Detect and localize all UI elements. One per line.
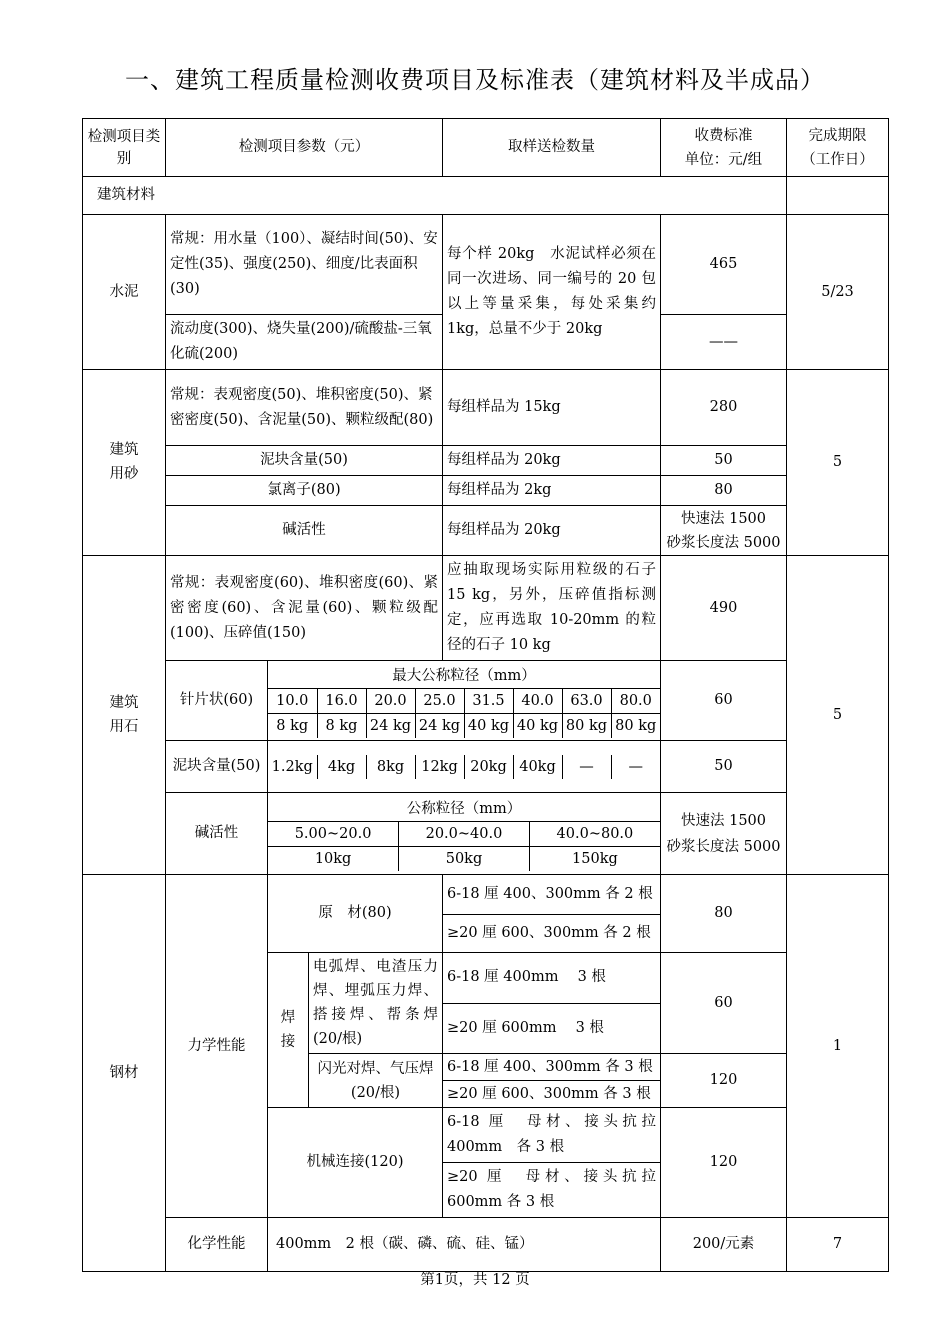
stone-sample-1: 应抽取现场实际用粒级的石子 15 kg，另外，压碎值指标测定，应再选取 10-20mm 的粒径的石子 10 kg (443, 556, 661, 661)
steel-flash: 闪光对焊、气压焊(20/根) (309, 1054, 443, 1108)
needle-size-cell (268, 661, 661, 741)
sand-fee-2: 50 (661, 446, 787, 476)
kg-cell: — (611, 755, 660, 779)
steel-arc-fee: 60 (661, 953, 787, 1054)
kg-cell: 40 kg (464, 713, 513, 738)
section-title: 建筑材料 (83, 177, 787, 215)
sand-param-1: 常规：表观密度(50)、堆积密度(50)、紧密密度(50)、含泥量(50)、颗粒级配(80) (166, 370, 443, 446)
size-cell: 40.0 (513, 688, 562, 713)
sand-fee-1: 280 (661, 370, 787, 446)
stone-param-4: 碱活性 (166, 793, 268, 875)
steel-flash-sample-2: ≥20 厘 600、300mm 各 3 根 (443, 1081, 661, 1108)
stone-row-1 (83, 556, 889, 661)
sand-param-2: 泥块含量(50) (166, 446, 443, 476)
steel-mechconn: 机械连接(120) (268, 1108, 443, 1218)
sand-param-3: 氯离子(80) (166, 476, 443, 506)
stone-row-2 (83, 661, 889, 741)
steel-mc-sample-1: 6-18 厘 母材、接头抗拉 400mm 各 3 根 (443, 1108, 661, 1163)
kg-cell: 20kg (464, 755, 513, 779)
steel-flash-fee: 120 (661, 1054, 787, 1108)
stone-fee-4 (661, 793, 787, 875)
cement-fee-1: 465 (661, 215, 787, 315)
needle-size-header: 最大公称粒径（mm） (268, 664, 660, 689)
fee-table (82, 118, 889, 1272)
size-cell: 63.0 (562, 688, 611, 713)
kg-cell: 80 kg (611, 713, 660, 738)
steel-raw: 原 材(80) (268, 875, 443, 953)
stone-fee-1: 490 (661, 556, 787, 661)
kg-cell: 10kg (268, 846, 399, 871)
sand-fee-4-mortar: 砂浆长度法 5000 (666, 534, 781, 551)
alkali-size-cell (268, 793, 661, 875)
steel-raw-fee: 80 (661, 875, 787, 953)
sand-category (83, 370, 166, 556)
steel-chem: 化学性能 (166, 1218, 268, 1272)
kg-cell: — (562, 755, 611, 779)
sand-fee-4 (661, 506, 787, 556)
kg-cell: 80 kg (562, 713, 611, 738)
stone-period: 5 (787, 556, 889, 875)
kg-cell: 40kg (513, 755, 562, 779)
sand-row-2 (83, 446, 889, 476)
kg-cell: 24 kg (366, 713, 415, 738)
header-period (787, 119, 889, 177)
cement-fee-2: —— (661, 315, 787, 370)
sand-category-text: 建筑用砂 (109, 442, 139, 482)
needle-size-header-row (268, 664, 660, 689)
stone-category (83, 556, 166, 875)
steel-weld (268, 953, 309, 1108)
size-cell: 20.0 (366, 688, 415, 713)
kg-cell: 150kg (529, 846, 660, 871)
sand-fee-3: 80 (661, 476, 787, 506)
range-cell: 5.00~20.0 (268, 821, 399, 846)
header-period-unit: （工作日） (801, 151, 874, 168)
size-cell: 31.5 (464, 688, 513, 713)
steel-mech: 力学性能 (166, 875, 268, 1218)
steel-mc-sample-2: ≥20 厘 母材、接头抗拉 600mm 各 3 根 (443, 1163, 661, 1218)
cement-period: 5/23 (787, 215, 889, 370)
header-sample: 取样送检数量 (443, 119, 661, 177)
sand-sample-4: 每组样品为 20kg (443, 506, 661, 556)
header-fee (661, 119, 787, 177)
steel-category: 钢材 (83, 875, 166, 1272)
steel-flash-sample-1: 6-18 厘 400、300mm 各 3 根 (443, 1054, 661, 1081)
page-footer: 第1页，共 12 页 (420, 1272, 530, 1288)
stone-row-3 (83, 741, 889, 793)
header-category (83, 119, 166, 177)
kg-cell: 40 kg (513, 713, 562, 738)
cement-param-1: 常规：用水量（100）、凝结时间(50)、安定性(35)、强度(250)、细度/比表面积(30) (166, 215, 443, 315)
sand-sample-1: 每组样品为 15kg (443, 370, 661, 446)
header-category-text: 检测项目类别 (87, 128, 161, 167)
sand-sample-2: 每组样品为 20kg (443, 446, 661, 476)
alkali-size-table (268, 797, 660, 871)
cement-sample: 每个样 20kg 水泥试样必须在同一次进场、同一编号的 20 包以上等量采集，每处采集约 1kg，总量不少于 20kg (443, 215, 661, 370)
sand-sample-3: 每组样品为 2kg (443, 476, 661, 506)
stone-param-3: 泥块含量(50) (166, 741, 268, 793)
kg-cell: 8kg (366, 755, 415, 779)
section-row (83, 177, 889, 215)
stone-fee-4-mortar: 砂浆长度法 5000 (666, 838, 781, 855)
steel-arc-sample-2: ≥20 厘 600mm 3 根 (443, 1003, 661, 1054)
steel-weld-text: 焊接 (280, 1009, 296, 1050)
alkali-header-row (268, 797, 660, 822)
steel-arc-sample-1: 6-18 厘 400mm 3 根 (443, 953, 661, 1004)
steel-mc-fee: 120 (661, 1108, 787, 1218)
stone-row-4 (83, 793, 889, 875)
kg-cell: 12kg (415, 755, 464, 779)
cement-category: 水泥 (83, 215, 166, 370)
cement-row-1 (83, 215, 889, 315)
range-cell: 20.0~40.0 (399, 821, 530, 846)
steel-chem-fee: 200/元素 (661, 1218, 787, 1272)
sand-fee-4-fast: 快速法 1500 (680, 510, 766, 527)
stone-fee-3: 50 (661, 741, 787, 793)
sand-row-3 (83, 476, 889, 506)
steel-raw-sample-1: 6-18 厘 400、300mm 各 2 根 (443, 875, 661, 915)
kg-cell: 50kg (399, 846, 530, 871)
size-cell: 25.0 (415, 688, 464, 713)
sand-row-4 (83, 506, 889, 556)
sand-row-1 (83, 370, 889, 446)
stone-param-2: 针片状(60) (166, 661, 268, 741)
stone-param-1: 常规：表观密度(60)、堆积密度(60)、紧密密度(60)、含泥量(60)、颗粒级配(100)、压碎值(150) (166, 556, 443, 661)
kg-cell: 8 kg (317, 713, 366, 738)
sand-period: 5 (787, 370, 889, 556)
size-cell: 10.0 (268, 688, 317, 713)
mud-kg-row (268, 755, 660, 779)
header-period-label: 完成期限 (808, 127, 867, 144)
header-row (83, 119, 889, 177)
steel-chem-period: 7 (787, 1218, 889, 1272)
alkali-size-header: 公称粒径（mm） (268, 797, 660, 822)
alkali-kg-row (268, 846, 660, 871)
alkali-range-row (268, 821, 660, 846)
mud-kg-cell (268, 741, 661, 793)
kg-cell: 1.2kg (268, 755, 317, 779)
kg-cell: 24 kg (415, 713, 464, 738)
stone-fee-4-fast: 快速法 1500 (680, 812, 766, 829)
needle-size-table (268, 664, 660, 738)
section-empty (787, 177, 889, 215)
steel-mech-period: 1 (787, 875, 889, 1218)
kg-cell: 4kg (317, 755, 366, 779)
header-fee-unit: 单位：元/组 (684, 151, 763, 168)
cement-param-2: 流动度(300)、烧失量(200)/硫酸盐-三氧化硫(200) (166, 315, 443, 370)
sand-param-4: 碱活性 (166, 506, 443, 556)
size-cell: 80.0 (611, 688, 660, 713)
stone-fee-2: 60 (661, 661, 787, 741)
stone-category-text: 建筑用石 (109, 694, 139, 735)
steel-row-1 (83, 875, 889, 915)
header-params: 检测项目参数（元） (166, 119, 443, 177)
steel-row-9 (83, 1218, 889, 1272)
range-cell: 40.0~80.0 (529, 821, 660, 846)
steel-chem-sample: 400mm 2 根（碳、磷、硫、硅、锰） (268, 1218, 661, 1272)
page-title: 一、建筑工程质量检测收费项目及标准表（建筑材料及半成品） (125, 66, 825, 94)
size-cell: 16.0 (317, 688, 366, 713)
mud-kg-table (268, 755, 660, 779)
kg-cell: 8 kg (268, 713, 317, 738)
steel-raw-sample-2: ≥20 厘 600、300mm 各 2 根 (443, 915, 661, 953)
needle-kg-row (268, 713, 660, 738)
needle-size-row (268, 688, 660, 713)
steel-arc: 电弧焊、电渣压力焊、埋弧压力焊、搭接焊、帮条焊(20/根) (309, 953, 443, 1054)
header-fee-label: 收费标准 (694, 127, 753, 144)
